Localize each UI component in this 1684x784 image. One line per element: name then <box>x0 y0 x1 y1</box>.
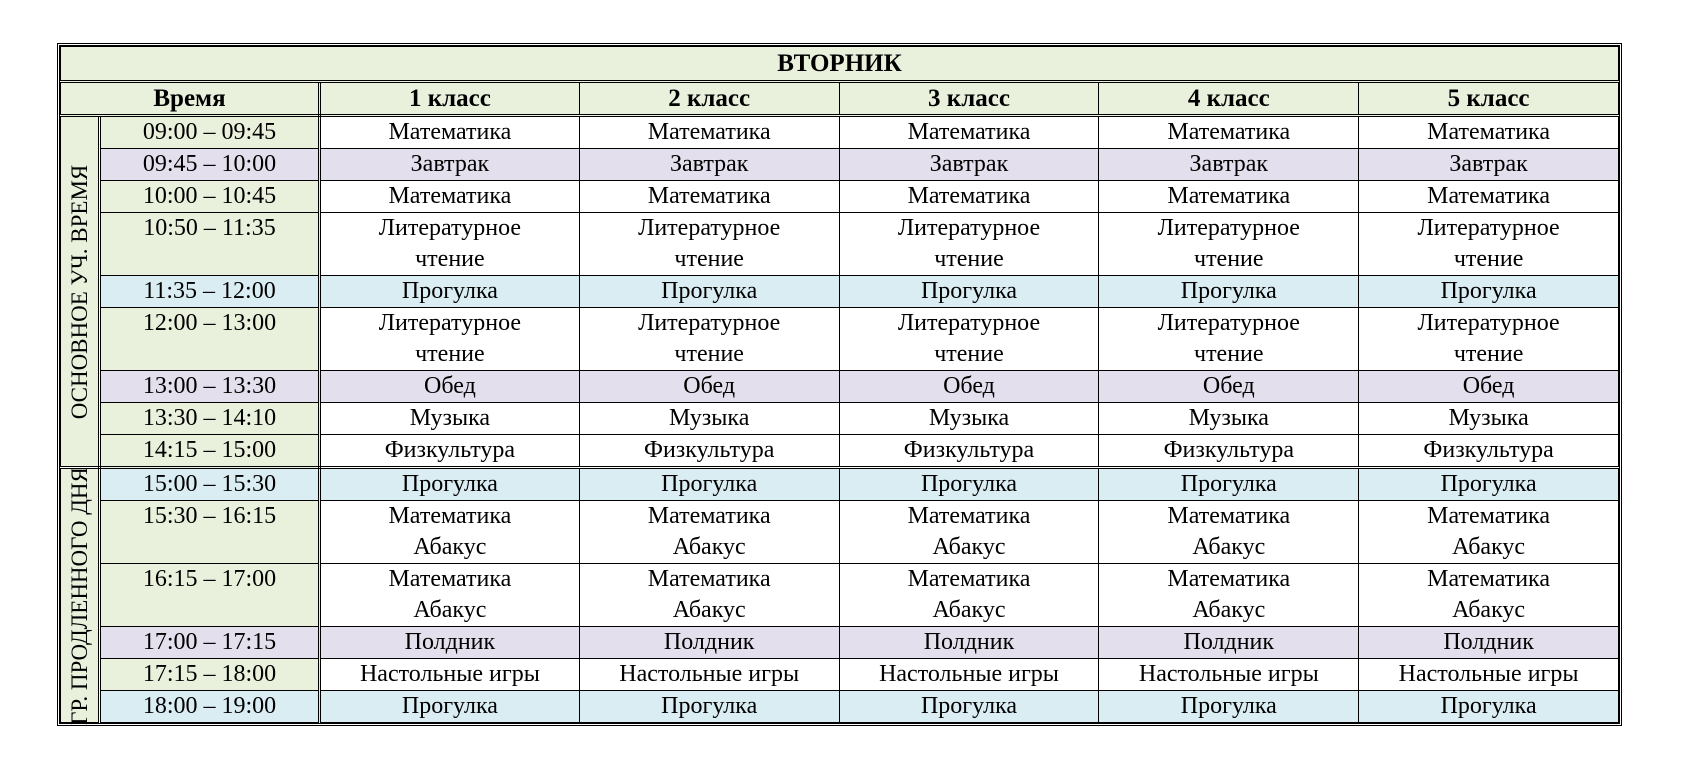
table-row <box>61 501 1619 564</box>
subject-text: Прогулка <box>920 693 1018 719</box>
subject-cell <box>1099 659 1359 691</box>
subject-text: Абакус <box>932 534 1006 560</box>
subject-text: Настольные игры <box>1398 661 1579 687</box>
time-cell: 12:00 – 13:00 <box>100 308 320 371</box>
subject-text: Математика <box>647 119 771 145</box>
subject-cell <box>579 149 839 181</box>
subject-cell <box>320 149 580 181</box>
subject-text: Абакус <box>413 597 487 623</box>
subject-cell <box>839 149 1099 181</box>
subject-cell <box>579 403 839 435</box>
table-row <box>61 116 1619 149</box>
subject-cell <box>839 116 1099 149</box>
schedule-table-frame <box>57 43 1622 726</box>
subject-text: Математика <box>1167 503 1291 529</box>
subject-text: Прогулка <box>401 278 498 304</box>
time-cell: 13:30 – 14:10 <box>100 403 320 435</box>
subject-text: Завтрак <box>929 151 1009 177</box>
time-cell: 09:00 – 09:45 <box>100 116 320 149</box>
subject-cell <box>1359 501 1619 564</box>
subject-cell <box>1359 691 1619 723</box>
subject-text: Математика <box>388 183 512 209</box>
subject-text: чтение <box>674 341 744 367</box>
table-row <box>61 149 1619 181</box>
schedule-body <box>61 116 1619 723</box>
table-row <box>61 468 1619 501</box>
subject-text: чтение <box>415 246 485 272</box>
time-cell: 18:00 – 19:00 <box>100 691 320 723</box>
subject-text: Литературное <box>638 310 781 336</box>
subject-text: Математика <box>907 119 1031 145</box>
class-header-3: 3 класс <box>839 82 1099 116</box>
subject-cell <box>579 308 839 371</box>
time-cell: 14:15 – 15:00 <box>100 435 320 468</box>
subject-cell <box>1099 276 1359 308</box>
subject-text: Прогулка <box>1440 693 1537 719</box>
subject-cell <box>839 181 1099 213</box>
subject-text: Литературное <box>378 310 522 336</box>
subject-text: Абакус <box>1452 534 1526 560</box>
section-label-cell <box>61 116 100 468</box>
subject-cell <box>1099 468 1359 501</box>
subject-cell <box>320 564 580 627</box>
subject-cell <box>320 468 580 501</box>
subject-text: Литературное <box>378 215 522 241</box>
subject-cell <box>839 213 1099 276</box>
subject-text: Настольные игры <box>619 661 800 687</box>
subject-cell <box>579 627 839 659</box>
subject-cell <box>1359 659 1619 691</box>
section-label: ОСНОВНОЕ УЧ. ВРЕМЯ <box>66 164 92 419</box>
subject-text: чтение <box>415 341 485 367</box>
subject-text: Обед <box>1462 373 1515 399</box>
subject-cell <box>320 276 580 308</box>
subject-cell <box>320 659 580 691</box>
subject-cell <box>1099 691 1359 723</box>
subject-text: Музыка <box>409 405 491 431</box>
subject-cell <box>1099 116 1359 149</box>
subject-cell <box>320 501 580 564</box>
table-row <box>61 691 1619 723</box>
subject-cell <box>1359 213 1619 276</box>
subject-text: Завтрак <box>669 151 749 177</box>
subject-cell <box>579 276 839 308</box>
subject-cell <box>579 371 839 403</box>
subject-text: Математика <box>647 503 771 529</box>
subject-text: Математика <box>388 503 512 529</box>
time-cell: 10:00 – 10:45 <box>100 181 320 213</box>
subject-text: Математика <box>1167 566 1291 592</box>
subject-text: Прогулка <box>661 278 758 304</box>
subject-cell <box>579 691 839 723</box>
subject-text: Прогулка <box>920 278 1018 304</box>
subject-text: Абакус <box>1452 597 1526 623</box>
schedule-table <box>60 46 1619 723</box>
subject-text: Литературное <box>638 215 781 241</box>
day-title: ВТОРНИК <box>61 47 1619 82</box>
subject-cell <box>1359 403 1619 435</box>
subject-cell <box>1099 181 1359 213</box>
time-cell: 09:45 – 10:00 <box>100 149 320 181</box>
table-row <box>61 564 1619 627</box>
subject-text: Обед <box>683 373 736 399</box>
subject-text: чтение <box>1194 341 1264 367</box>
subject-cell <box>579 435 839 468</box>
subject-cell <box>579 659 839 691</box>
subject-cell <box>320 627 580 659</box>
subject-cell <box>839 691 1099 723</box>
subject-text: Завтрак <box>1449 151 1528 177</box>
subject-cell <box>579 564 839 627</box>
title-row <box>61 47 1619 82</box>
subject-text: Литературное <box>1417 215 1560 241</box>
subject-cell <box>320 403 580 435</box>
subject-text: Литературное <box>1417 310 1560 336</box>
class-header-2: 2 класс <box>579 82 839 116</box>
header-row <box>61 82 1619 116</box>
subject-text: Физкультура <box>384 437 516 463</box>
subject-text: Математика <box>907 503 1031 529</box>
subject-text: Прогулка <box>1440 471 1537 497</box>
subject-cell <box>839 564 1099 627</box>
subject-text: Абакус <box>672 597 746 623</box>
subject-text: Абакус <box>932 597 1006 623</box>
subject-cell <box>1099 627 1359 659</box>
subject-cell <box>579 181 839 213</box>
table-row <box>61 403 1619 435</box>
table-row <box>61 627 1619 659</box>
table-row <box>61 276 1619 308</box>
subject-text: Прогулка <box>401 471 498 497</box>
subject-cell <box>1099 564 1359 627</box>
subject-cell <box>1099 403 1359 435</box>
subject-text: Математика <box>907 183 1031 209</box>
subject-text: Математика <box>1427 183 1551 209</box>
subject-cell <box>579 116 839 149</box>
subject-text: Полдник <box>404 629 496 655</box>
section-label: ГР. ПРОДЛЕННОГО ДНЯ <box>66 466 92 725</box>
table-row <box>61 181 1619 213</box>
subject-cell <box>1099 435 1359 468</box>
subject-cell <box>1099 501 1359 564</box>
subject-text: чтение <box>1453 246 1524 272</box>
class-header-1: 1 класс <box>320 82 580 116</box>
subject-cell <box>320 371 580 403</box>
subject-cell <box>839 276 1099 308</box>
subject-text: Полдник <box>1443 629 1534 655</box>
subject-cell <box>839 308 1099 371</box>
subject-text: Физкультура <box>1423 437 1554 463</box>
subject-cell <box>839 403 1099 435</box>
subject-cell <box>1099 308 1359 371</box>
subject-text: Обед <box>424 373 476 399</box>
subject-text: Абакус <box>413 534 487 560</box>
subject-text: Прогулка <box>401 693 498 719</box>
time-cell: 13:00 – 13:30 <box>100 371 320 403</box>
subject-text: Математика <box>1427 566 1551 592</box>
subject-cell <box>1359 149 1619 181</box>
subject-text: Математика <box>1427 119 1551 145</box>
subject-text: Настольные игры <box>879 661 1059 687</box>
subject-text: Полдник <box>923 629 1015 655</box>
subject-cell <box>1099 213 1359 276</box>
subject-text: Прогулка <box>661 471 758 497</box>
subject-text: Литературное <box>897 310 1041 336</box>
subject-cell <box>1359 564 1619 627</box>
table-row <box>61 435 1619 468</box>
subject-cell <box>320 308 580 371</box>
time-cell: 11:35 – 12:00 <box>100 276 320 308</box>
subject-text: Математика <box>647 566 771 592</box>
subject-text: Физкультура <box>1163 437 1294 463</box>
subject-text: Математика <box>1167 183 1291 209</box>
section-label-cell <box>61 468 100 723</box>
subject-cell <box>579 468 839 501</box>
table-row <box>61 659 1619 691</box>
subject-cell <box>839 468 1099 501</box>
subject-text: Математика <box>1167 119 1291 145</box>
subject-text: чтение <box>674 246 744 272</box>
subject-text: Музыка <box>1448 405 1529 431</box>
subject-cell <box>320 213 580 276</box>
subject-text: Прогулка <box>1440 278 1537 304</box>
subject-text: Математика <box>388 566 512 592</box>
subject-text: Прогулка <box>1180 278 1277 304</box>
subject-text: Музыка <box>1188 405 1269 431</box>
subject-text: Литературное <box>1157 310 1300 336</box>
subject-cell <box>1359 371 1619 403</box>
subject-cell <box>839 627 1099 659</box>
subject-cell <box>839 659 1099 691</box>
subject-text: Математика <box>388 119 512 145</box>
subject-text: Полдник <box>663 629 755 655</box>
subject-text: Литературное <box>897 215 1041 241</box>
subject-text: Завтрак <box>410 151 490 177</box>
subject-text: Прогулка <box>1180 471 1277 497</box>
class-header-5: 5 класс <box>1359 82 1619 116</box>
subject-text: Физкультура <box>903 437 1035 463</box>
subject-text: Математика <box>647 183 771 209</box>
subject-text: чтение <box>1453 341 1524 367</box>
subject-text: Прогулка <box>920 471 1018 497</box>
subject-cell <box>839 435 1099 468</box>
subject-text: Настольные игры <box>1138 661 1319 687</box>
time-header: Время <box>61 82 320 116</box>
subject-text: Завтрак <box>1189 151 1269 177</box>
table-row <box>61 213 1619 276</box>
subject-text: Обед <box>1202 373 1255 399</box>
subject-text: Музыка <box>928 405 1010 431</box>
subject-cell <box>1359 468 1619 501</box>
time-cell: 17:00 – 17:15 <box>100 627 320 659</box>
subject-cell <box>320 435 580 468</box>
subject-cell <box>1359 308 1619 371</box>
subject-text: Прогулка <box>661 693 758 719</box>
table-row <box>61 308 1619 371</box>
time-cell: 10:50 – 11:35 <box>100 213 320 276</box>
subject-cell <box>1099 149 1359 181</box>
subject-text: Литературное <box>1157 215 1300 241</box>
subject-cell <box>579 501 839 564</box>
time-cell: 17:15 – 18:00 <box>100 659 320 691</box>
subject-text: Абакус <box>672 534 746 560</box>
time-cell: 15:30 – 16:15 <box>100 501 320 564</box>
time-cell: 15:00 – 15:30 <box>100 468 320 501</box>
subject-cell <box>839 371 1099 403</box>
subject-cell <box>1359 627 1619 659</box>
subject-cell <box>320 691 580 723</box>
subject-cell <box>1359 181 1619 213</box>
subject-text: Математика <box>1427 503 1551 529</box>
subject-text: Физкультура <box>644 437 775 463</box>
subject-text: Полдник <box>1183 629 1275 655</box>
subject-text: чтение <box>934 341 1004 367</box>
table-row <box>61 371 1619 403</box>
subject-text: Абакус <box>1192 534 1266 560</box>
subject-text: Обед <box>943 373 995 399</box>
subject-text: Математика <box>907 566 1031 592</box>
subject-text: Прогулка <box>1180 693 1277 719</box>
subject-text: Музыка <box>669 405 750 431</box>
subject-text: Настольные игры <box>359 661 540 687</box>
subject-text: чтение <box>934 246 1004 272</box>
subject-cell <box>1359 116 1619 149</box>
subject-cell <box>1359 435 1619 468</box>
class-header-4: 4 класс <box>1099 82 1359 116</box>
time-cell: 16:15 – 17:00 <box>100 564 320 627</box>
subject-cell <box>1359 276 1619 308</box>
subject-cell <box>579 213 839 276</box>
subject-cell <box>320 116 580 149</box>
subject-text: чтение <box>1194 246 1264 272</box>
subject-cell <box>839 501 1099 564</box>
subject-text: Абакус <box>1192 597 1266 623</box>
subject-cell <box>320 181 580 213</box>
subject-cell <box>1099 371 1359 403</box>
